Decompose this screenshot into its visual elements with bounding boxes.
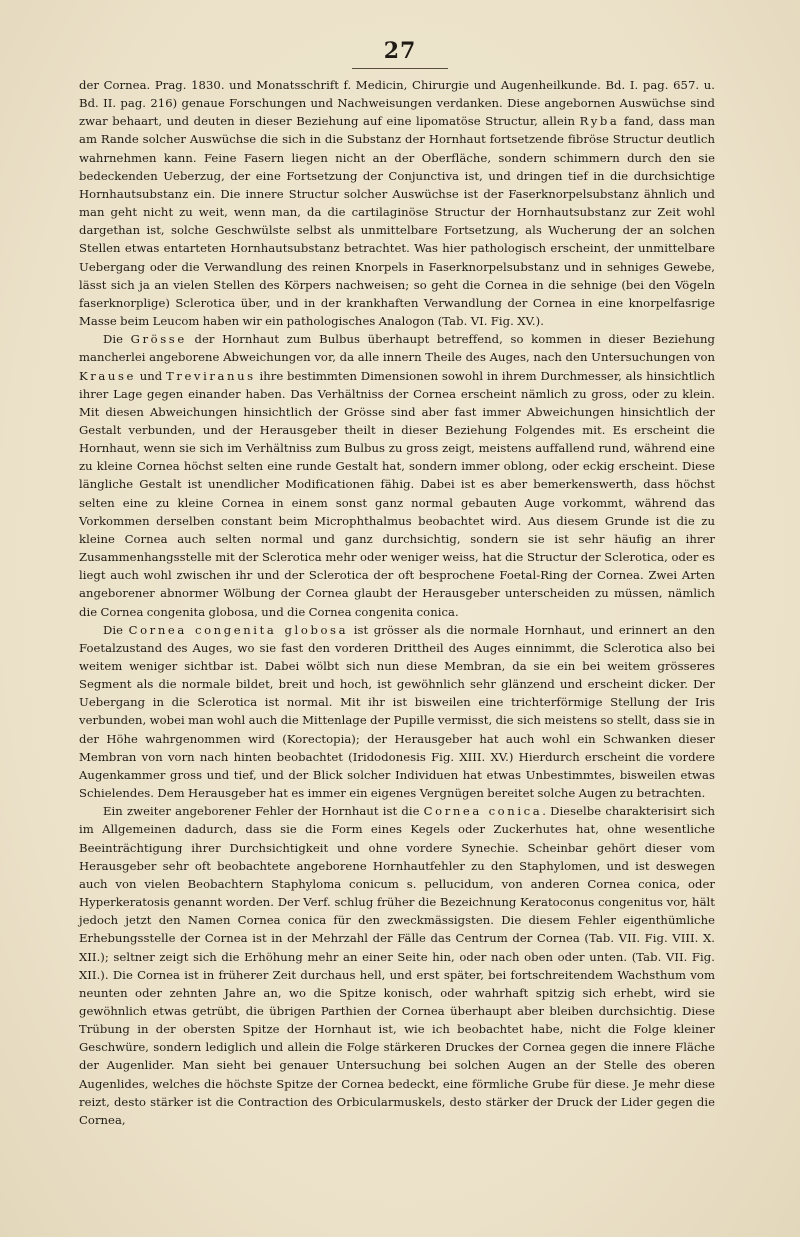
spaced-emphasis: Cornea congenita globosa xyxy=(128,622,349,637)
text-run: Die xyxy=(103,332,131,347)
spaced-emphasis: Krause xyxy=(79,368,136,383)
paragraph xyxy=(79,802,715,1129)
text-run: und xyxy=(136,368,166,383)
text-run: ist grösser als die normale Hornhaut, und erinnert an den Foetalzustand des Auges, wo sie fast den vorderen Drittheil des Auges einnimmt, die Sclerotica also bei weitem weniger sichtbar ist. Dabei wölbt sich nun diese Membran, da sie ein bei weitem grösseres Segment als die normale bildet, breit und hoch, ist gewöhnlich sehr glänzend und erscheint dicker. Der Uebergang in die Sclerotica ist normal. Mit ihr ist bisweilen eine trichterförmige Stellung der Iris verbunden, wobei man wohl auch die Mittenlage der Pupille vermisst, die sich meistens so stellt, dass sie in der Höhe wahrgenommen wird (Korectopia); der Herausgeber hat auch wohl ein Schwanken dieser Membran von vorn nach hinten beobachtet (Iridodonesis Fig. XIII. XV.) Hierdurch erscheint die vordere Augenkammer gross und tief, und der Blick solcher Individuen hat etwas Unbestimmtes, bisweilen etwas Schielendes. Dem Herausgeber hat es immer ein eigenes Vergnügen bereitet solche Augen zu betrachten. xyxy=(79,622,715,801)
page-number: 27 xyxy=(383,38,417,64)
text-run: der Hornhaut zum Bulbus überhaupt betreffend, so kommen in dieser Beziehung mancherlei angeborene Abweichungen vor, da alle innern Theile des Auges, nach den Untersuchungen von xyxy=(79,332,715,365)
text-run: Ein zweiter angeborener Fehler der Hornhaut ist die xyxy=(103,804,424,819)
text-run: der Cornea. Prag. 1830. und Monatsschrift f. Medicin, Chirurgie und Augenheilkunde. Bd. I. pag. 657. u. Bd. II. pag. 216) genaue Forschungen und Nachweisungen verdanken. Diese angebornen Auswüchse sind zwar behaart, und deuten in dieser Beziehung auf eine lipomatöse Structur, allein xyxy=(79,78,715,129)
text-run: ihre bestimmten Dimensionen sowohl in ihrem Durchmesser, als hinsichtlich ihrer Lage gegen einander haben. Das Verhältniss der Cornea erscheint nämlich zu gross, oder zu klein. Mit diesen Abweichungen hinsichtlich der Grösse sind aber fast immer Abweichungen hinsichtlich der Gestalt verbunden, und der Herausgeber theilt in dieser Beziehung Folgendes mit. Es erscheint die Hornhaut, wenn sie sich im Verhältniss zum Bulbus zu gross zeigt, meistens auffallend rund, während eine zu kleine Cornea höchst selten eine runde Gestalt hat, sondern immer oblong, oder eckig erscheint. Diese längliche Gestalt ist unendlicher Modificationen fähig. Dabei ist es aber bemerkenswerth, dass höchst selten eine zu kleine Cornea in einem sonst ganz normal gebauten Auge vorkommt, während das Vorkommen derselben constant beim Microphthalmus beobachtet wird. Aus diesem Grunde ist die zu kleine Cornea auch selten normal und ganz durchsichtig, sondern sie ist sehr häufig an ihrer Zusammenhangsstelle mit der Sclerotica mehr oder weniger weiss, hat die Structur der Sclerotica, oder es liegt auch wohl zwischen ihr und der Sclerotica der oft besprochene Foetal-Ring der Cornea. Zwei Arten angeborener abnormer Wölbung der Cornea glaubt der Herausgeber unterscheiden zu müssen, nämlich die Cornea congenita globosa, und die Cornea congenita conica. xyxy=(79,368,715,619)
paragraph xyxy=(79,621,715,803)
spaced-emphasis: Cornea conica xyxy=(423,804,543,819)
paragraph xyxy=(79,330,715,621)
text-run: Die xyxy=(103,622,129,637)
spaced-emphasis: Grösse xyxy=(130,332,187,347)
text-run: . Dieselbe charakterisirt sich im Allgemeinen dadurch, dass sie die Form eines Kegels oder Zuckerhutes hat, ohne wesentliche Beeinträchtigung ihrer Durchsichtigkeit und ohne vordere Synechie. Scheinbar gehört dieser vom Herausgeber sehr oft beobachtete angeborene Hornhautfehler zu den Staphylomen, und ist deswegen auch von vielen Beobachtern Staphyloma conicum s. pellucidum, von anderen Cornea conica, oder Hyperkeratosis genannt worden. Der Verf. schlug früher die Bezeichnung Keratoconus congenitus vor, hält jedoch jetzt den Namen Cornea conica für den zweckmässigsten. Die diesem Fehler eigenthümliche Erhebungsstelle der Cornea ist in der Mehrzahl der Fälle das Centrum der Cornea (Tab. VII. Fig. VIII. X. XII.); seltner zeigt sich die Erhöhung mehr an einer Seite hin, oder nach oben oder unten. (Tab. VII. Fig. XII.). Die Cornea ist in früherer Zeit durchaus hell, und erst später, bei fortschreitendem Wachsthum vom neunten oder zehnten Jahre an, wo die Spitze konisch, oder wahrhaft spitzig sich erhebt, wird sie gewöhnlich etwas getrübt, die übrigen Parthien der Cornea überhaupt aber bleiben durchsichtig. Diese Trübung in der obersten Spitze der Hornhaut ist, wie ich beobachtet habe, nicht die Folge kleiner Geschwüre, sondern lediglich und allein die Folge stärkeren Druckes der Cornea gegen die innere Fläche der Augenlider. Man sieht bei genauer Untersuchung bei solchen Augen an der Stelle des oberen Augenlides, welches die höchste Spitze der Cornea bedeckt, eine förmliche Grube für diese. Je mehr diese reizt, desto stärker ist die Contraction des Orbicularmuskels, desto stärker der Druck der Lider gegen die Cornea, xyxy=(79,804,715,1127)
text-body xyxy=(79,76,715,1129)
text-run: fand, dass man am Rande solcher Auswüchse die sich in die Substanz der Hornhaut fortsetzende fibröse Structur deutlich wahrnehmen kann. Feine Fasern liegen nicht an der Oberfläche, sondern schimmern durch den sie bedeckenden Ueberzug, der eine Fortsetzung der Conjunctiva ist, und dringen tief in die durchsichtige Hornhautsubstanz ein. Die innere Structur solcher Auswüchse ist der Faserknorpelsubstanz ähnlich und man geht nicht zu weit, wenn man, da die cartilaginöse Structur der Hornhautsubstanz zur Zeit wohl dargethan ist, solche Geschwülste selbst als unmittelbare Fortsetzung, als Wucherung der an solchen Stellen etwas entarteten Hornhautsubstanz betrachtet. Was hier pathologisch erscheint, der unmittelbare Uebergang oder die Verwandlung des reinen Knorpels in Faserknorpelsubstanz und in sehniges Gewebe, lässt sich ja an vielen Stellen des Körpers nachweisen; so geht die Cornea in die sehnige (bei den Vögeln faserknorplige) Sclerotica über, und in der krankhaften Verwandlung der Cornea in eine knorpelfasrige Masse beim Leucom haben wir ein pathologisches Analogon (Tab. VI. Fig. XV.). xyxy=(79,114,715,329)
header-rule xyxy=(352,68,448,69)
paragraph xyxy=(79,76,715,330)
spaced-emphasis: Ryba xyxy=(579,114,620,129)
spaced-emphasis: Treviranus xyxy=(165,368,256,383)
